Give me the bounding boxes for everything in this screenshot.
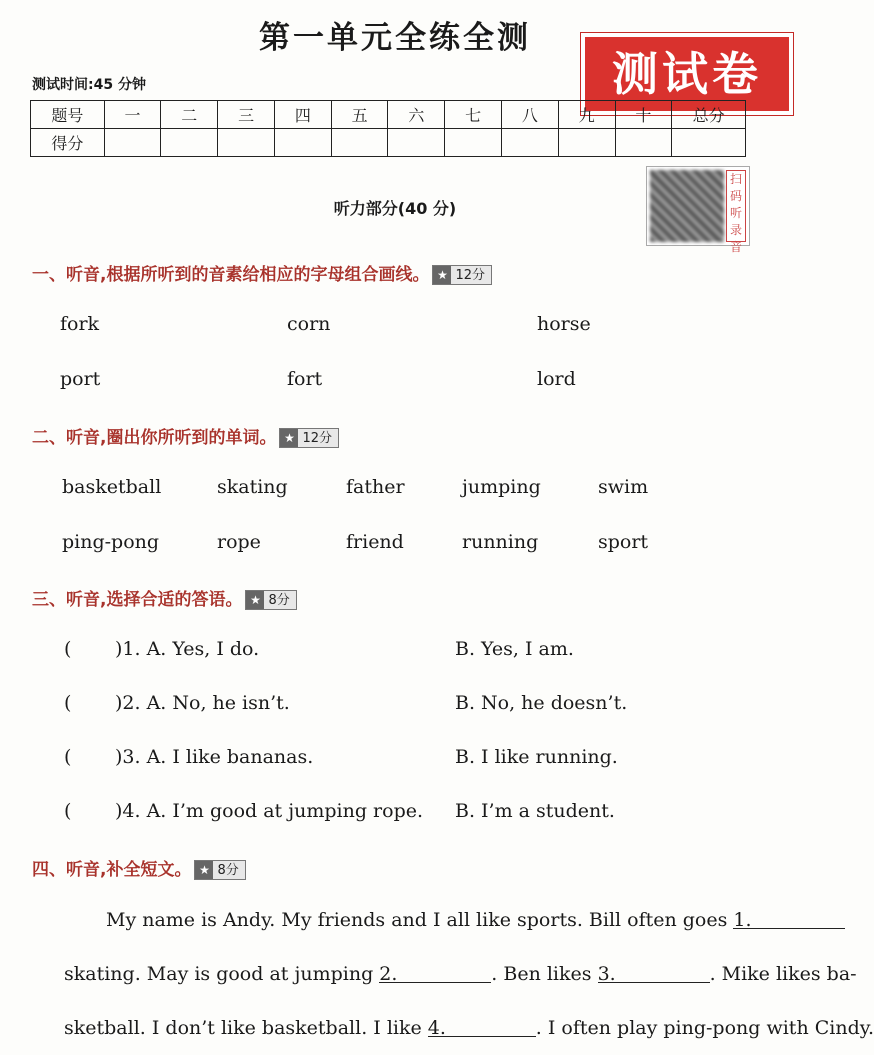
passage-text: . I often play ping-pong with Cindy.: [535, 1017, 874, 1039]
passage-text: . Mike likes ba-: [709, 963, 857, 985]
qr-code-label: 扫码听录音: [726, 170, 746, 242]
question-option-a: )3. A. I like bananas.: [115, 746, 314, 768]
question-option-a: )1. A. Yes, I do.: [115, 638, 260, 660]
star-icon: ★: [246, 591, 264, 609]
answer-paren-open[interactable]: (: [64, 638, 72, 660]
part4-score: 8分: [217, 863, 239, 878]
score-cell: 八: [502, 101, 559, 129]
part1-word: lord: [537, 368, 576, 390]
score-input-cell[interactable]: [445, 129, 502, 157]
part2-score-tag: [279, 428, 339, 448]
score-input-cell[interactable]: [615, 129, 672, 157]
part2-word[interactable]: running: [462, 531, 539, 553]
question-option-b: B. No, he doesn’t.: [455, 692, 628, 714]
answer-paren-open[interactable]: (: [64, 800, 72, 822]
question-option-a: )2. A. No, he isn’t.: [115, 692, 290, 714]
score-input-cell[interactable]: [558, 129, 615, 157]
score-input-cell[interactable]: [672, 129, 746, 157]
passage-text: . Ben likes: [491, 963, 592, 985]
star-icon: ★: [195, 861, 213, 879]
score-cell: 六: [388, 101, 445, 129]
part1-word: fort: [287, 368, 323, 390]
passage-blank[interactable]: [733, 909, 845, 929]
part2-word[interactable]: sport: [598, 531, 649, 553]
question-option-b: B. I like running.: [455, 746, 618, 768]
score-input-cell[interactable]: [502, 129, 559, 157]
score-cell: 十: [615, 101, 672, 129]
score-cell: 九: [558, 101, 615, 129]
passage-line: [64, 963, 857, 985]
blank-number: 3.: [597, 963, 616, 985]
star-icon: ★: [433, 266, 451, 284]
passage-blank[interactable]: [379, 963, 491, 983]
part2-word[interactable]: skating: [217, 476, 288, 498]
score-table-score-row: [31, 129, 746, 157]
part1-score-tag: [432, 265, 492, 285]
score-input-cell[interactable]: [104, 129, 161, 157]
part3-heading-text: 三、听音,选择合适的答语。: [32, 590, 243, 610]
blank-number: 4.: [427, 1017, 446, 1039]
score-input-cell[interactable]: [388, 129, 445, 157]
part2-heading: [32, 423, 339, 448]
part2-word[interactable]: jumping: [462, 476, 541, 498]
passage-text: My name is Andy. My friends and I all like sports. Bill often goes: [106, 909, 728, 931]
part2-score: 12分: [302, 431, 333, 446]
page-title: 第一单元全练全测: [259, 20, 531, 56]
score-row-label: 得分: [31, 129, 105, 157]
blank-number: 1.: [733, 909, 752, 931]
test-time: 测试时间:45 分钟: [32, 77, 146, 93]
score-input-cell[interactable]: [161, 129, 218, 157]
score-cell: 题号: [31, 101, 105, 129]
part4-score-tag: [194, 860, 245, 880]
star-icon: ★: [280, 429, 298, 447]
score-cell: 二: [161, 101, 218, 129]
passage-line: [106, 909, 845, 931]
part2-word[interactable]: swim: [598, 476, 649, 498]
blank-number: 2.: [379, 963, 398, 985]
part1-word: horse: [537, 313, 591, 335]
part2-word[interactable]: rope: [217, 531, 261, 553]
passage-line: [64, 1017, 874, 1039]
score-input-cell[interactable]: [274, 129, 331, 157]
part3-heading: [32, 585, 297, 610]
passage-text: sketball. I don’t like basketball. I like: [64, 1017, 422, 1039]
passage-text: skating. May is good at jumping: [64, 963, 374, 985]
answer-paren-open[interactable]: (: [64, 692, 72, 714]
part1-word: corn: [287, 313, 331, 335]
part4-heading: [32, 855, 246, 880]
answer-paren-open[interactable]: (: [64, 746, 72, 768]
part3-score: 8分: [268, 593, 290, 608]
score-table-header-row: [31, 101, 746, 129]
score-cell: 四: [274, 101, 331, 129]
part1-score: 12分: [455, 268, 486, 283]
part2-heading-text: 二、听音,圈出你所听到的单词。: [32, 428, 277, 448]
part1-word: fork: [60, 313, 100, 335]
part4-heading-text: 四、听音,补全短文。: [32, 860, 192, 880]
score-cell: 一: [104, 101, 161, 129]
listening-section-title: 听力部分(40 分): [333, 199, 457, 218]
score-input-cell[interactable]: [218, 129, 275, 157]
passage-blank[interactable]: [428, 1017, 536, 1037]
score-cell: 总分: [672, 101, 746, 129]
score-cell: 三: [218, 101, 275, 129]
part1-word: port: [60, 368, 101, 390]
score-input-cell[interactable]: [331, 129, 388, 157]
passage-blank[interactable]: [598, 963, 710, 983]
score-cell: 五: [331, 101, 388, 129]
part2-word[interactable]: ping-pong: [62, 531, 160, 553]
question-option-b: B. Yes, I am.: [455, 638, 574, 660]
part3-score-tag: [245, 590, 296, 610]
part2-word[interactable]: basketball: [62, 476, 162, 498]
part1-heading: [32, 260, 492, 285]
question-option-b: B. I’m a student.: [455, 800, 615, 822]
score-cell: 七: [445, 101, 502, 129]
score-table: [30, 100, 746, 157]
part1-heading-text: 一、听音,根据所听到的音素给相应的字母组合画线。: [32, 265, 430, 285]
question-option-a: )4. A. I’m good at jumping rope.: [115, 800, 424, 822]
test-badge: 测试卷: [581, 33, 793, 115]
part2-word[interactable]: father: [346, 476, 405, 498]
part2-word[interactable]: friend: [346, 531, 404, 553]
